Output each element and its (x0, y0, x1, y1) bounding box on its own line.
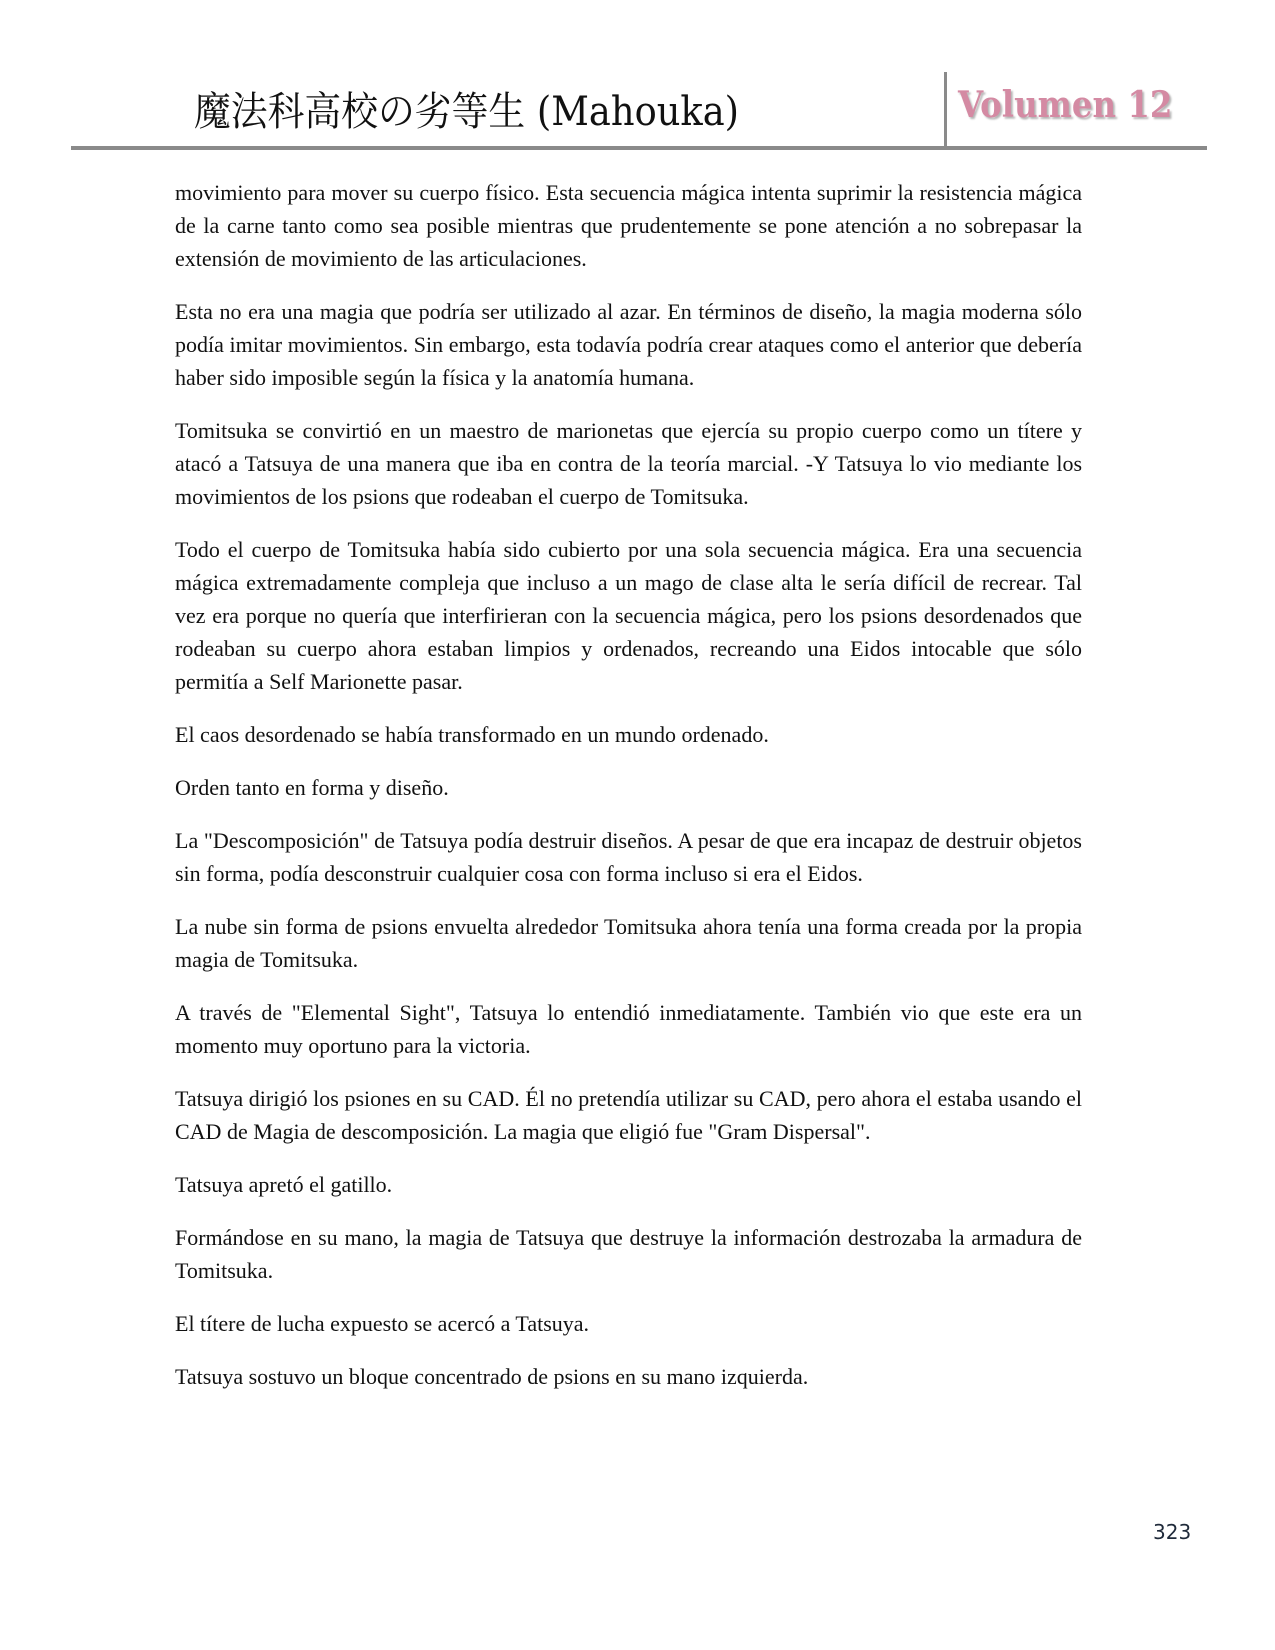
body-text (175, 176, 1082, 1413)
paragraph: Orden tanto en forma y diseño. (175, 775, 449, 800)
volume-label: Volumen 12 (958, 84, 1173, 126)
paragraph: El caos desordenado se había transformado en un mundo ordenado. (175, 722, 769, 747)
header-rule (71, 146, 1207, 150)
paragraph: La nube sin forma de psions envuelta alrededor Tomitsuka ahora tenía una forma creada por la propia magia de Tomitsuka. (175, 914, 1082, 972)
header-divider (944, 72, 947, 148)
paragraph: Todo el cuerpo de Tomitsuka había sido cubierto por una sola secuencia mágica. Era una secuencia mágica extremadamente compleja que incluso a un mago de clase alta le sería difícil de recrear. Tal vez era porque no quería que interfirieran con la secuencia mágica, pero los psions desordenados que rodeaban su cuerpo ahora estaban limpios y ordenados, recreando una Eidos intocable que sólo permitía a Self Marionette pasar. (175, 537, 1082, 694)
paragraph: Tatsuya apretó el gatillo. (175, 1172, 393, 1197)
paragraph: Esta no era una magia que podría ser utilizado al azar. En términos de diseño, la magia moderna sólo podía imitar movimientos. Sin embargo, esta todavía podría crear ataques como el anterior que debería haber sido imposible según la física y la anatomía humana. (175, 299, 1082, 390)
paragraph: El títere de lucha expuesto se acercó a Tatsuya. (175, 1311, 590, 1336)
page-number: 323 (1153, 1520, 1192, 1544)
page-header (0, 0, 1275, 160)
paragraph: movimiento para mover su cuerpo físico. Esta secuencia mágica intenta suprimir la resistencia mágica de la carne tanto como sea posible mientras que prudentemente se pone atención a no sobrepasar la extensión de movimiento de las articulaciones. (175, 180, 1082, 271)
paragraph: Formándose en su mano, la magia de Tatsuya que destruye la información destrozaba la armadura de Tomitsuka. (175, 1225, 1082, 1283)
paragraph: A través de "Elemental Sight", Tatsuya lo entendió inmediatamente. También vio que este era un momento muy oportuno para la victoria. (175, 1000, 1082, 1058)
paragraph: Tomitsuka se convirtió en un maestro de marionetas que ejercía su propio cuerpo como un títere y atacó a Tatsuya de una manera que iba en contra de la teoría marcial. -Y Tatsuya lo vio mediante los movimientos de los psions que rodeaban el cuerpo de Tomitsuka. (175, 418, 1082, 509)
paragraph: La "Descomposición" de Tatsuya podía destruir diseños. A pesar de que era incapaz de destruir objetos sin forma, podía desconstruir cualquier cosa con forma incluso si era el Eidos. (175, 828, 1082, 886)
paragraph: Tatsuya dirigió los psiones en su CAD. Él no pretendía utilizar su CAD, pero ahora el estaba usando el CAD de Magia de descomposición. La magia que eligió fue "Gram Dispersal". (175, 1086, 1082, 1144)
paragraph: Tatsuya sostuvo un bloque concentrado de psions en su mano izquierda. (175, 1364, 809, 1389)
book-title: 魔法科高校の劣等生 (Mahouka) (194, 89, 740, 135)
